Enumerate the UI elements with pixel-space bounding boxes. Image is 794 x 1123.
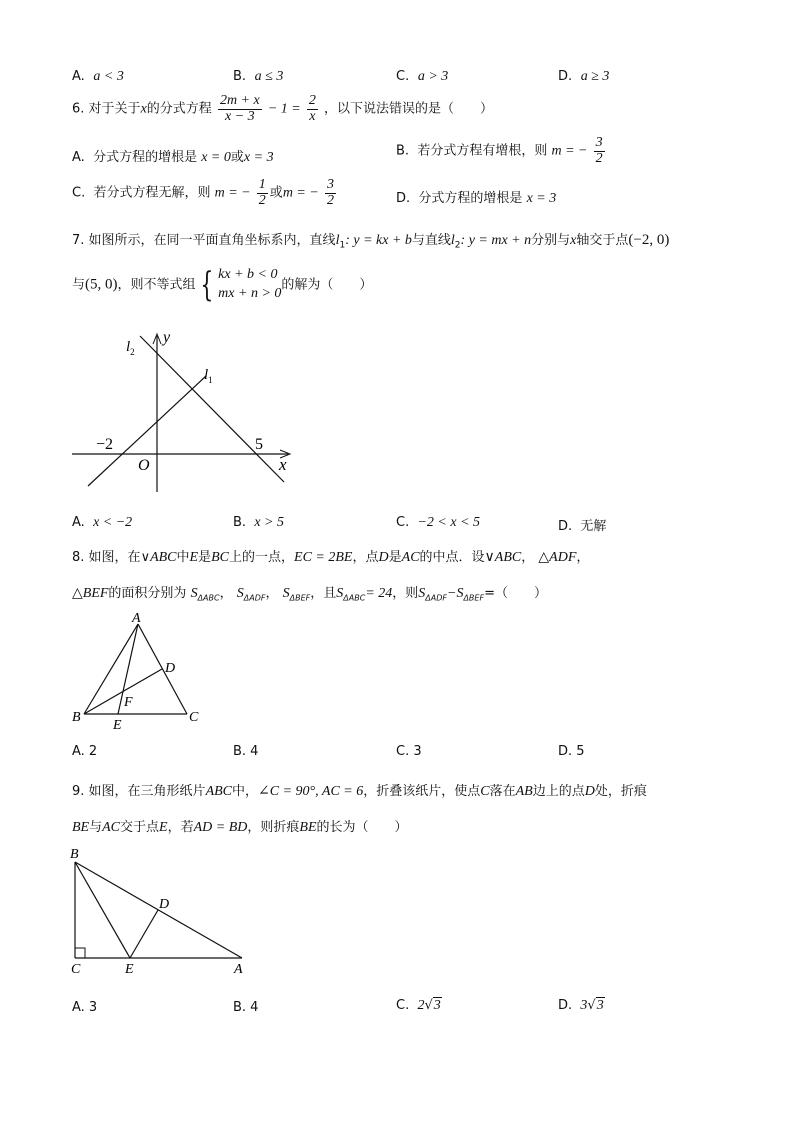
right-angle-mark: [75, 948, 85, 958]
label-l2: $l_2$: [126, 339, 135, 357]
q7-option-b: B. x > 5: [233, 515, 284, 530]
crease-be: [75, 862, 130, 958]
segment-ed: [130, 910, 158, 958]
side-ac: [138, 624, 187, 714]
label-e: E: [125, 962, 134, 977]
label-a: A: [132, 611, 141, 626]
label-l1: $l_1$: [204, 367, 213, 385]
q9-stem-line2: BE与AC交于点E，若AD = BD，则折痕BE的长为（ ）: [72, 820, 408, 835]
line-l2: [140, 336, 284, 482]
q8-stem-line1: 8. 如图，在∨ABC中E是BC上的一点，EC = 2BE，点D是AC的中点．设∨ABC， △ADF，: [72, 550, 590, 565]
label-d: D: [165, 661, 176, 676]
label-a: A: [234, 962, 243, 977]
label-c: C: [189, 710, 199, 725]
q8-option-d: D. 5: [558, 744, 585, 759]
q5-option-b: B. a ≤ 3: [233, 69, 284, 84]
q5-option-d: D. a ≥ 3: [558, 69, 610, 84]
q9-option-b: B. 4: [233, 1000, 259, 1015]
q7-option-c: C. −2 < x < 5: [396, 515, 481, 530]
q7-coordinate-figure: [66, 322, 306, 497]
q6-option-d: D. 分式方程的增根是 x = 3: [396, 191, 557, 206]
q9-option-a: A. 3: [72, 1000, 98, 1015]
q7-option-d: D. 无解: [558, 519, 607, 534]
q9-stem-line1: 9. 如图，在三角形纸片ABC中，∠C = 90°, AC = 6，折叠该纸片，使点C落在AB边上的点D处，折痕: [72, 784, 647, 799]
label-d: D: [159, 897, 170, 912]
q5-option-a: A. a < 3: [72, 69, 124, 84]
label-c: C: [71, 962, 81, 977]
label-f: F: [124, 695, 133, 710]
label-5: 5: [255, 436, 263, 453]
q6-option-c: C. 若分式方程无解，则 m = − $\frac{1}{2}$ 或m = − $\frac{3}{2}$: [72, 177, 334, 208]
label-minus-2: −2: [96, 436, 114, 453]
q7-stem-line1: 7. 如图所示，在同一平面直角坐标系内，直线$l_1$: y = kx + b与直线$l_2$: y = mx + n分别与x轴交于点(−2, 0): [72, 232, 670, 251]
q6-option-a: A. 分式方程的增根是 x = 0或x = 3: [72, 150, 274, 165]
label-y: y: [163, 329, 171, 346]
q8-option-c: C. 3: [396, 744, 422, 759]
q8-option-a: A. 2: [72, 744, 98, 759]
label-b: B: [70, 847, 79, 862]
label-x: x: [279, 455, 287, 474]
q7-stem-line2: 与(5, 0)，则不等式组 { kx + b < 0 mx + n > 0 的解为（ ）: [72, 264, 373, 305]
q8-triangle-figure: [66, 610, 216, 735]
label-b: B: [72, 710, 81, 725]
q5-option-c: C. a > 3: [396, 69, 449, 84]
label-origin: O: [138, 457, 150, 474]
q9-option-d: D. 3√3: [558, 998, 604, 1013]
q6-option-b: B. 若分式方程有增根，则 m = − $\frac{3}{2}$: [396, 135, 603, 166]
q8-option-b: B. 4: [233, 744, 259, 759]
q9-triangle-figure: [66, 846, 256, 978]
q8-stem-line2: △BEF的面积分别为 $S_{\Delta ABC}$， $S_{\Delta ADF}$， $S_{\Delta BEF}$，且$S_{\Delta ABC}= 24$，则$S_{\Delta ADF}-S_{\Delta BEF}=$（ ）: [72, 586, 547, 603]
q9-option-c: C. 2√3: [396, 998, 441, 1013]
q6-stem: 6. 对于关于x的分式方程 $\frac{2m + x}{x - 3}$ − 1 = $\frac{2}{x}$ ，以下说法错误的是（ ）: [72, 93, 494, 124]
label-e: E: [113, 718, 122, 733]
q7-option-a: A. x < −2: [72, 515, 133, 530]
